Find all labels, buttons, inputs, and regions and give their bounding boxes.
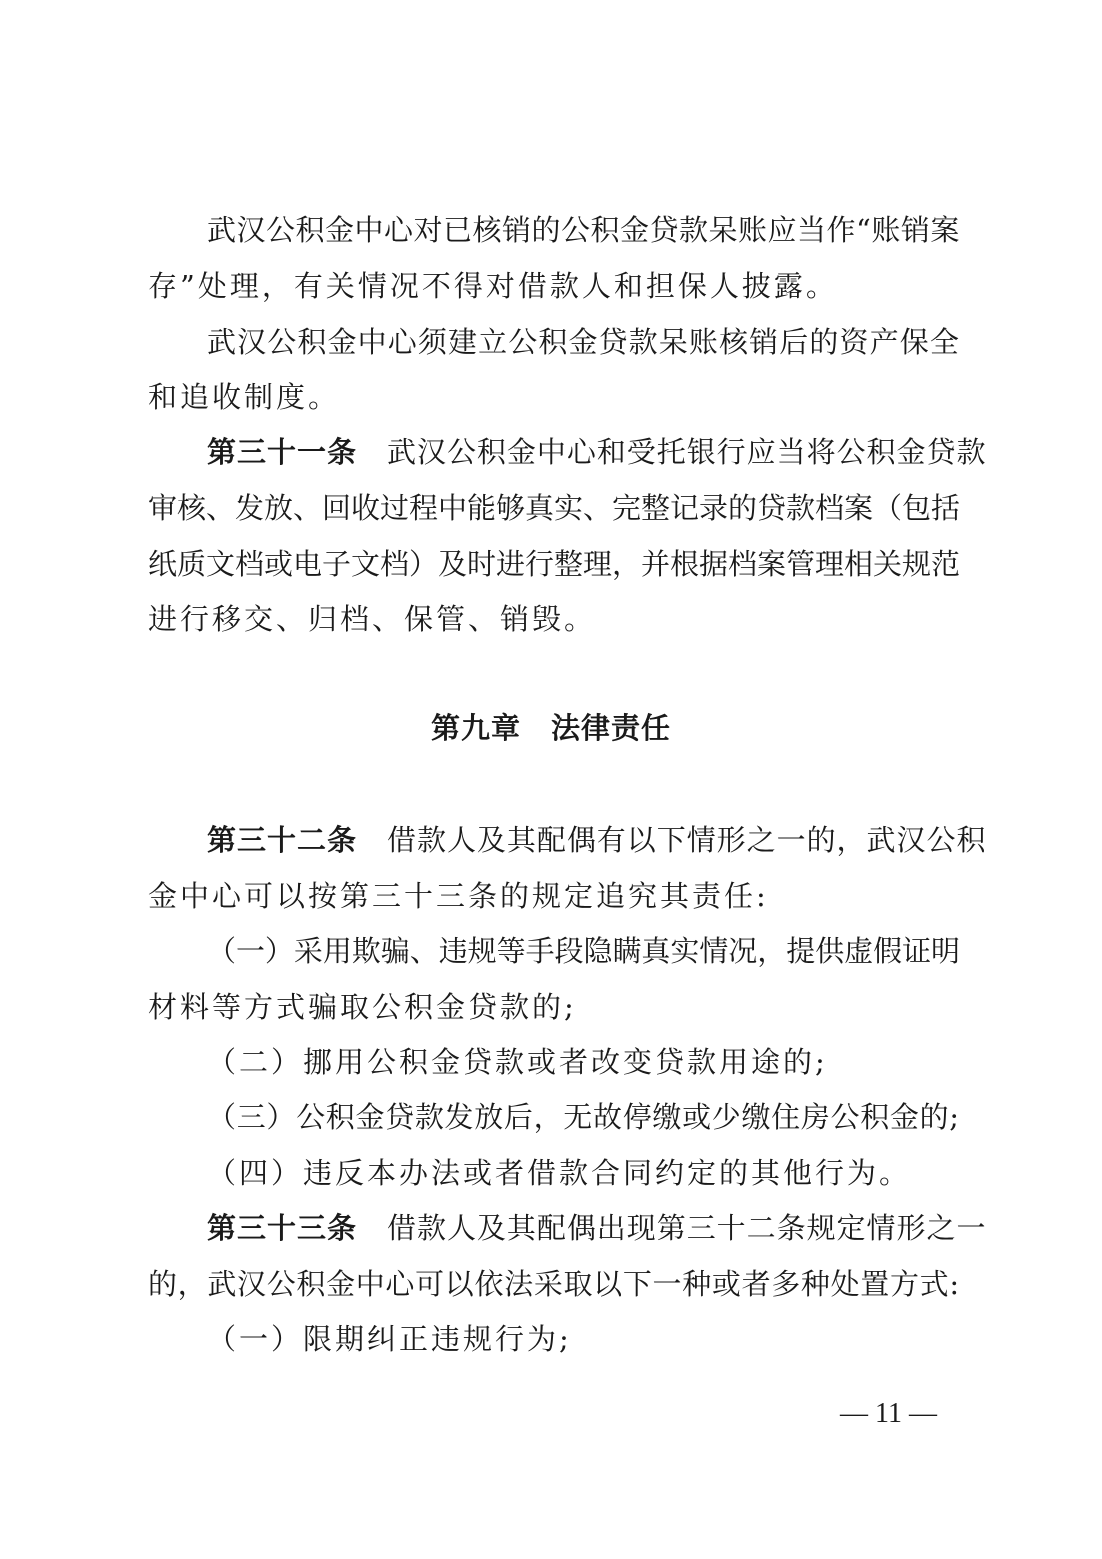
article-label: 第三十一条 — [207, 435, 358, 469]
article-32-first-line — [207, 820, 986, 860]
paragraph-text: 武汉公积金中心对已核销的公积金贷款呆账应当作“账销案 — [207, 213, 960, 247]
list-item: （四）违反本办法或者借款合同约定的其他行为。 — [207, 1156, 912, 1190]
paragraph-text: 武汉公积金中心须建立公积金贷款呆账核销后的资产保全 — [207, 325, 961, 359]
chapter-heading: 第九章 法律责任 — [430, 711, 671, 745]
paragraph-text: 借款人及其配偶有以下情形之一的，武汉公积 — [387, 823, 987, 857]
paragraph-text: 和追收制度。 — [148, 380, 341, 414]
paragraph-text: 存”处理，有关情况不得对借款人和担保人披露。 — [148, 269, 838, 303]
paragraph-text: 审核、发放、回收过程中能够真实、完整记录的贷款档案（包括 — [148, 491, 961, 525]
article-label: 第三十三条 — [207, 1211, 358, 1245]
list-item: （一）限期纠正违规行为; — [207, 1322, 572, 1356]
paragraph-text: 纸质文档或电子文档）及时进行整理，并根据档案管理相关规范 — [148, 547, 961, 581]
page-number: — 11 — — [840, 1398, 937, 1429]
article-label: 第三十二条 — [207, 823, 358, 857]
paragraph-text: 借款人及其配偶出现第三十二条规定情形之一 — [387, 1211, 987, 1245]
list-item: （三）公积金贷款发放后，无故停缴或少缴住房公积金的; — [207, 1100, 960, 1134]
list-item: 材料等方式骗取公积金贷款的; — [148, 990, 577, 1024]
paragraph-text: 金中心可以按第三十三条的规定追究其责任: — [148, 879, 769, 913]
paragraph-text: 的，武汉公积金中心可以依法采取以下一种或者多种处置方式: — [148, 1267, 960, 1301]
list-item: （二）挪用公积金贷款或者改变贷款用途的; — [207, 1045, 828, 1079]
article-31-first-line — [207, 432, 986, 472]
paragraph-text: 进行移交、归档、保管、销毁。 — [148, 602, 597, 636]
article-33-first-line — [207, 1208, 986, 1248]
list-item: （一）采用欺骗、违规等手段隐瞒真实情况，提供虚假证明 — [207, 934, 961, 968]
paragraph-text: 武汉公积金中心和受托银行应当将公积金贷款 — [387, 435, 987, 469]
